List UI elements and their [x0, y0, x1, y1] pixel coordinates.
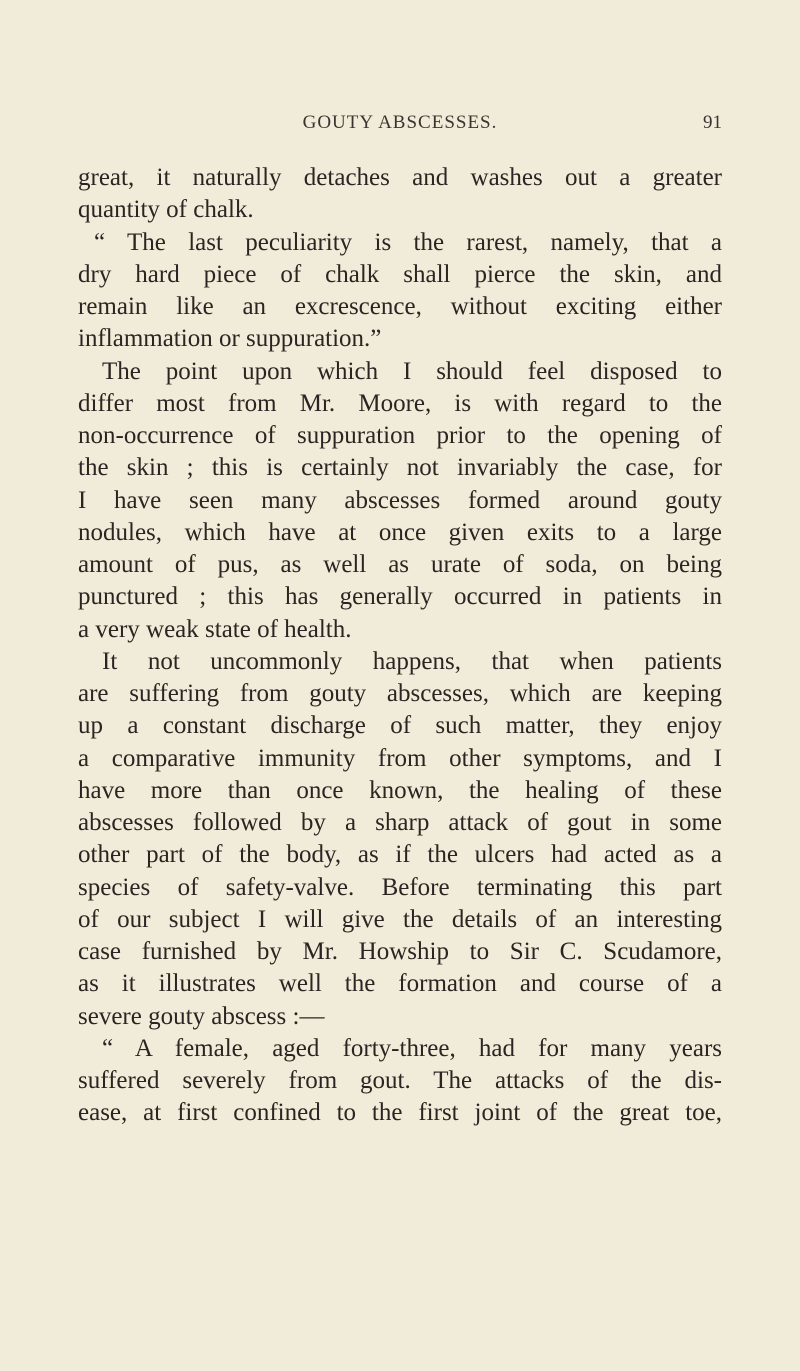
text-line: amount of pus, as well as urate of soda, on being	[78, 551, 722, 578]
text-line: suffered severely from gout. The attacks of the dis-	[78, 1067, 722, 1094]
text-line: the skin ; this is certainly not invariably the case, for	[78, 454, 722, 482]
text-line: I have seen many abscesses formed around gouty	[78, 486, 722, 514]
text-line: dry hard piece of chalk shall pierce the skin, and	[78, 260, 722, 288]
text-line: ease, at first confined to the first joint of the great toe,	[78, 1099, 722, 1127]
text-line: nodules, which have at once given exits to a large	[78, 518, 722, 546]
text-line: quantity of chalk.	[78, 196, 254, 224]
text-line: It not uncommonly happens, that when patients	[102, 647, 722, 675]
text-line: differ most from Mr. Moore, is with regard to the	[78, 389, 722, 417]
text-line: severe gouty abscess :—	[78, 1002, 325, 1030]
text-line: non-occurrence of suppuration prior to the opening of	[78, 422, 722, 449]
running-head	[0, 112, 800, 142]
text-line: inflammation or suppuration.”	[78, 325, 382, 353]
text-line: a comparative immunity from other symptoms, and I	[78, 744, 722, 772]
text-line: case furnished by Mr. Howship to Sir C. Scudamore,	[78, 938, 722, 965]
text-line: great, it naturally detaches and washes out a greater	[78, 164, 722, 191]
text-line: of our subject I will give the details of an interesting	[78, 905, 722, 933]
text-line: abscesses followed by a sharp attack of gout in some	[78, 809, 722, 836]
text-line: are suffering from gouty abscesses, which are keeping	[78, 680, 722, 707]
text-line: The point upon which I should feel disposed to	[102, 357, 722, 385]
running-head-title: GOUTY ABSCESSES.	[302, 112, 498, 133]
page-number: 91	[703, 112, 722, 133]
text-line: “ A female, aged forty-three, had for many years	[102, 1034, 722, 1062]
text-line: other part of the body, as if the ulcers had acted as a	[78, 841, 722, 869]
text-line: punctured ; this has generally occurred in patients in	[78, 583, 722, 611]
text-line: “ The last peculiarity is the rarest, namely, that a	[94, 228, 722, 256]
text-line: as it illustrates well the formation and course of a	[78, 970, 722, 998]
text-line: remain like an excrescence, without exciting either	[78, 293, 722, 320]
text-line: up a constant discharge of such matter, they enjoy	[78, 712, 722, 740]
text-line: a very weak state of health.	[78, 615, 352, 643]
text-line: species of safety-valve. Before terminating this part	[78, 873, 722, 901]
body-text	[78, 162, 722, 1130]
text-line: have more than once known, the healing of these	[78, 776, 722, 804]
